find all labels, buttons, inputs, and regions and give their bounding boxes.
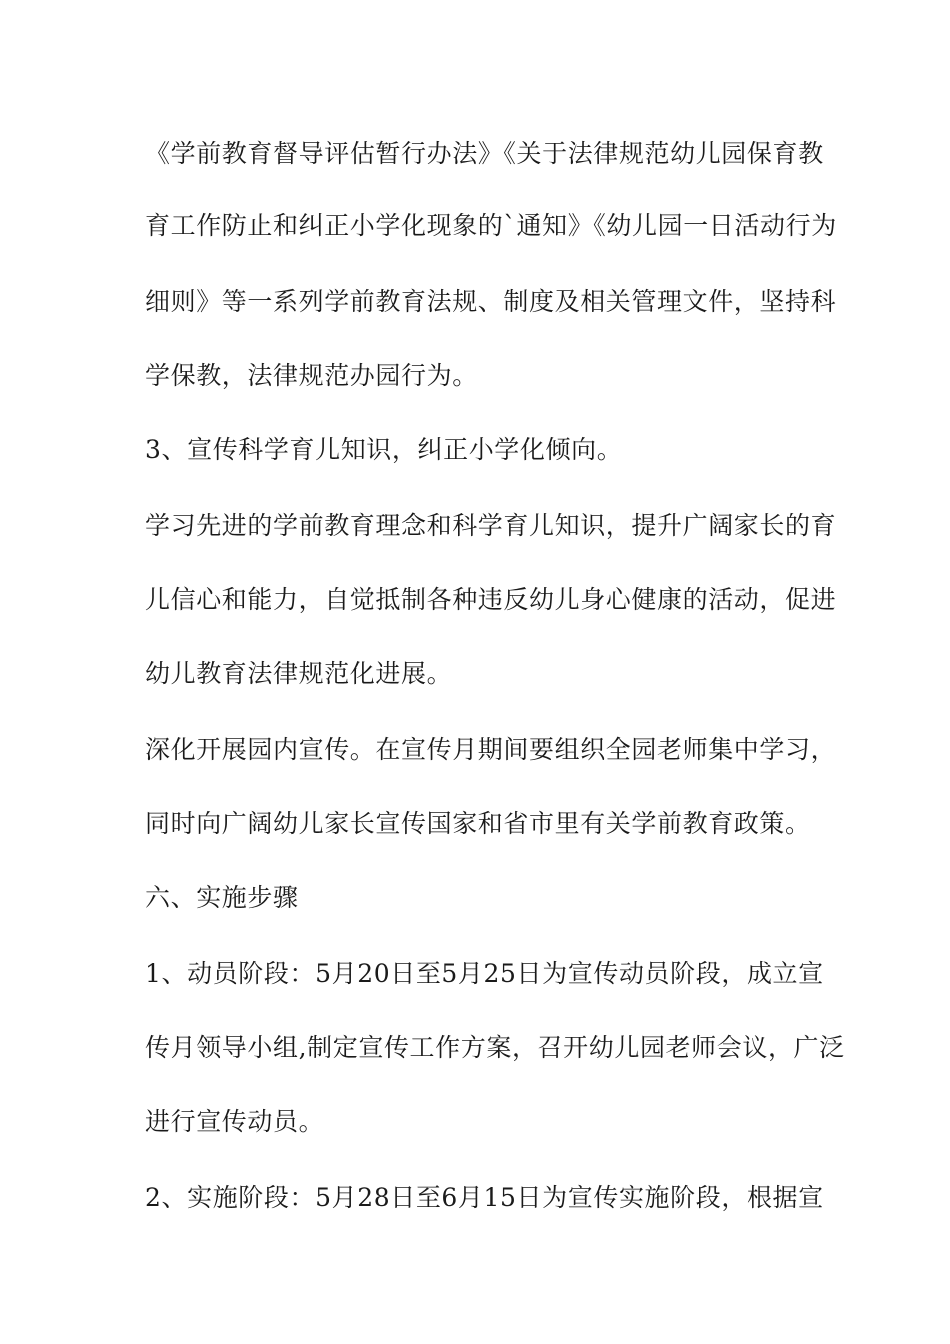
body-text-line: 同时向广阔幼儿家长宣传国家和省市里有关学前教育政策。	[145, 809, 811, 838]
body-text-line: 育工作防止和纠正小学化现象的`通知》《幼儿园一日活动行为	[145, 211, 837, 240]
body-text-line: 学保教，法律规范办园行为。	[145, 361, 478, 390]
body-text-line: 《学前教育督导评估暂行办法》《关于法律规范幼儿园保育教	[145, 139, 824, 168]
body-text-line: 2、实施阶段：5月28日至6月15日为宣传实施阶段，根据宣	[145, 1183, 824, 1212]
body-text-line: 进行宣传动员。	[145, 1107, 325, 1136]
section-heading: 六、实施步骤	[145, 883, 299, 912]
body-text-line: 儿信心和能力，自觉抵制各种违反幼儿身心健康的活动，促进	[145, 585, 837, 614]
body-text-line: 传月领导小组,制定宣传工作方案，召开幼儿园老师会议，广泛	[145, 1033, 845, 1062]
body-text-line: 学习先进的学前教育理念和科学育儿知识，提升广阔家长的育	[145, 511, 837, 540]
body-text-line: 细则》等一系列学前教育法规、制度及相关管理文件，坚持科	[145, 287, 837, 316]
body-text-line: 1、动员阶段：5月20日至5月25日为宣传动员阶段，成立宣	[145, 959, 824, 988]
body-text-line: 幼儿教育法律规范化进展。	[145, 659, 453, 688]
body-text-line: 深化开展园内宣传。在宣传月期间要组织全园老师集中学习，	[145, 735, 837, 764]
section-heading: 3、宣传科学育儿知识，纠正小学化倾向。	[145, 435, 623, 464]
